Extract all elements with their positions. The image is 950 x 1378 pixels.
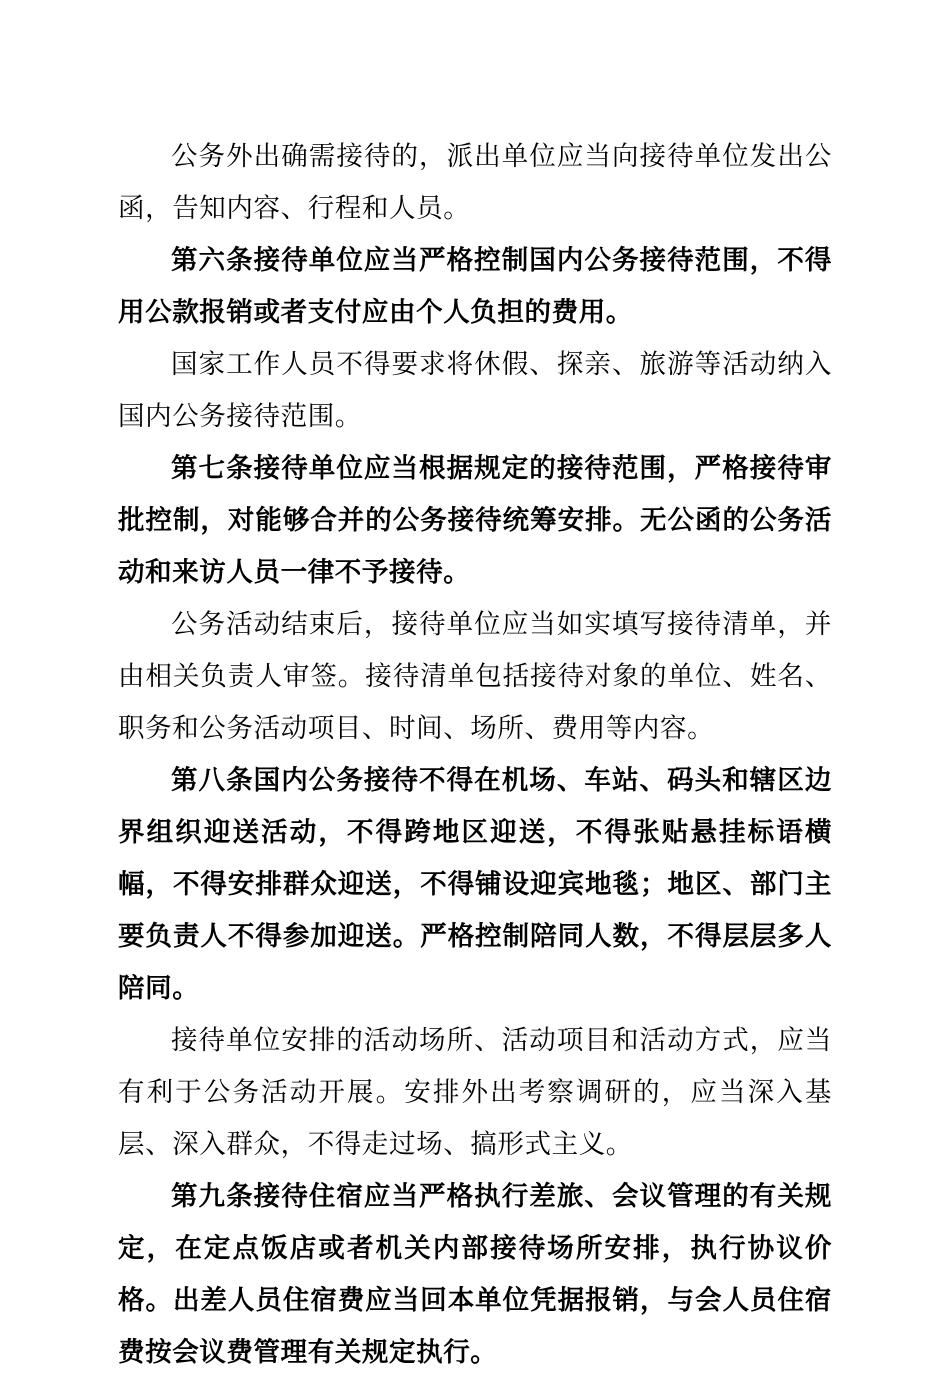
- document-body: [118, 130, 832, 1378]
- paragraph: 公务外出确需接待的，派出单位应当向接待单位发出公函，告知内容、行程和人员。: [118, 141, 832, 223]
- paragraph: 国家工作人员不得要求将休假、探亲、旅游等活动纳入国内公务接待范围。: [118, 349, 832, 431]
- paragraph: 第七条接待单位应当根据规定的接待范围，严格接待审批控制，对能够合并的公务接待统筹安排。无公函的公务活动和来访人员一律不予接待。: [118, 453, 832, 587]
- paragraph: 第九条接待住宿应当严格执行差旅、会议管理的有关规定，在定点饭店或者机关内部接待场所安排，执行协议价格。出差人员住宿费应当回本单位凭据报销，与会人员住宿费按会议费管理有关规定执行。: [118, 1181, 832, 1367]
- paragraph: 公务活动结束后，接待单位应当如实填写接待清单，并由相关负责人审签。接待清单包括接待对象的单位、姓名、职务和公务活动项目、时间、场所、费用等内容。: [118, 609, 832, 743]
- paragraph: 第六条接待单位应当严格控制国内公务接待范围，不得用公款报销或者支付应由个人负担的费用。: [118, 245, 832, 327]
- paragraph: 接待单位安排的活动场所、活动项目和活动方式，应当有利于公务活动开展。安排外出考察调研的，应当深入基层、深入群众，不得走过场、搞形式主义。: [118, 1025, 832, 1159]
- paragraph: 第八条国内公务接待不得在机场、车站、码头和辖区边界组织迎送活动，不得跨地区迎送，不得张贴悬挂标语横幅，不得安排群众迎送，不得铺设迎宾地毯；地区、部门主要负责人不得参加迎送。严格控制陪同人数，不得层层多人陪同。: [118, 765, 832, 1003]
